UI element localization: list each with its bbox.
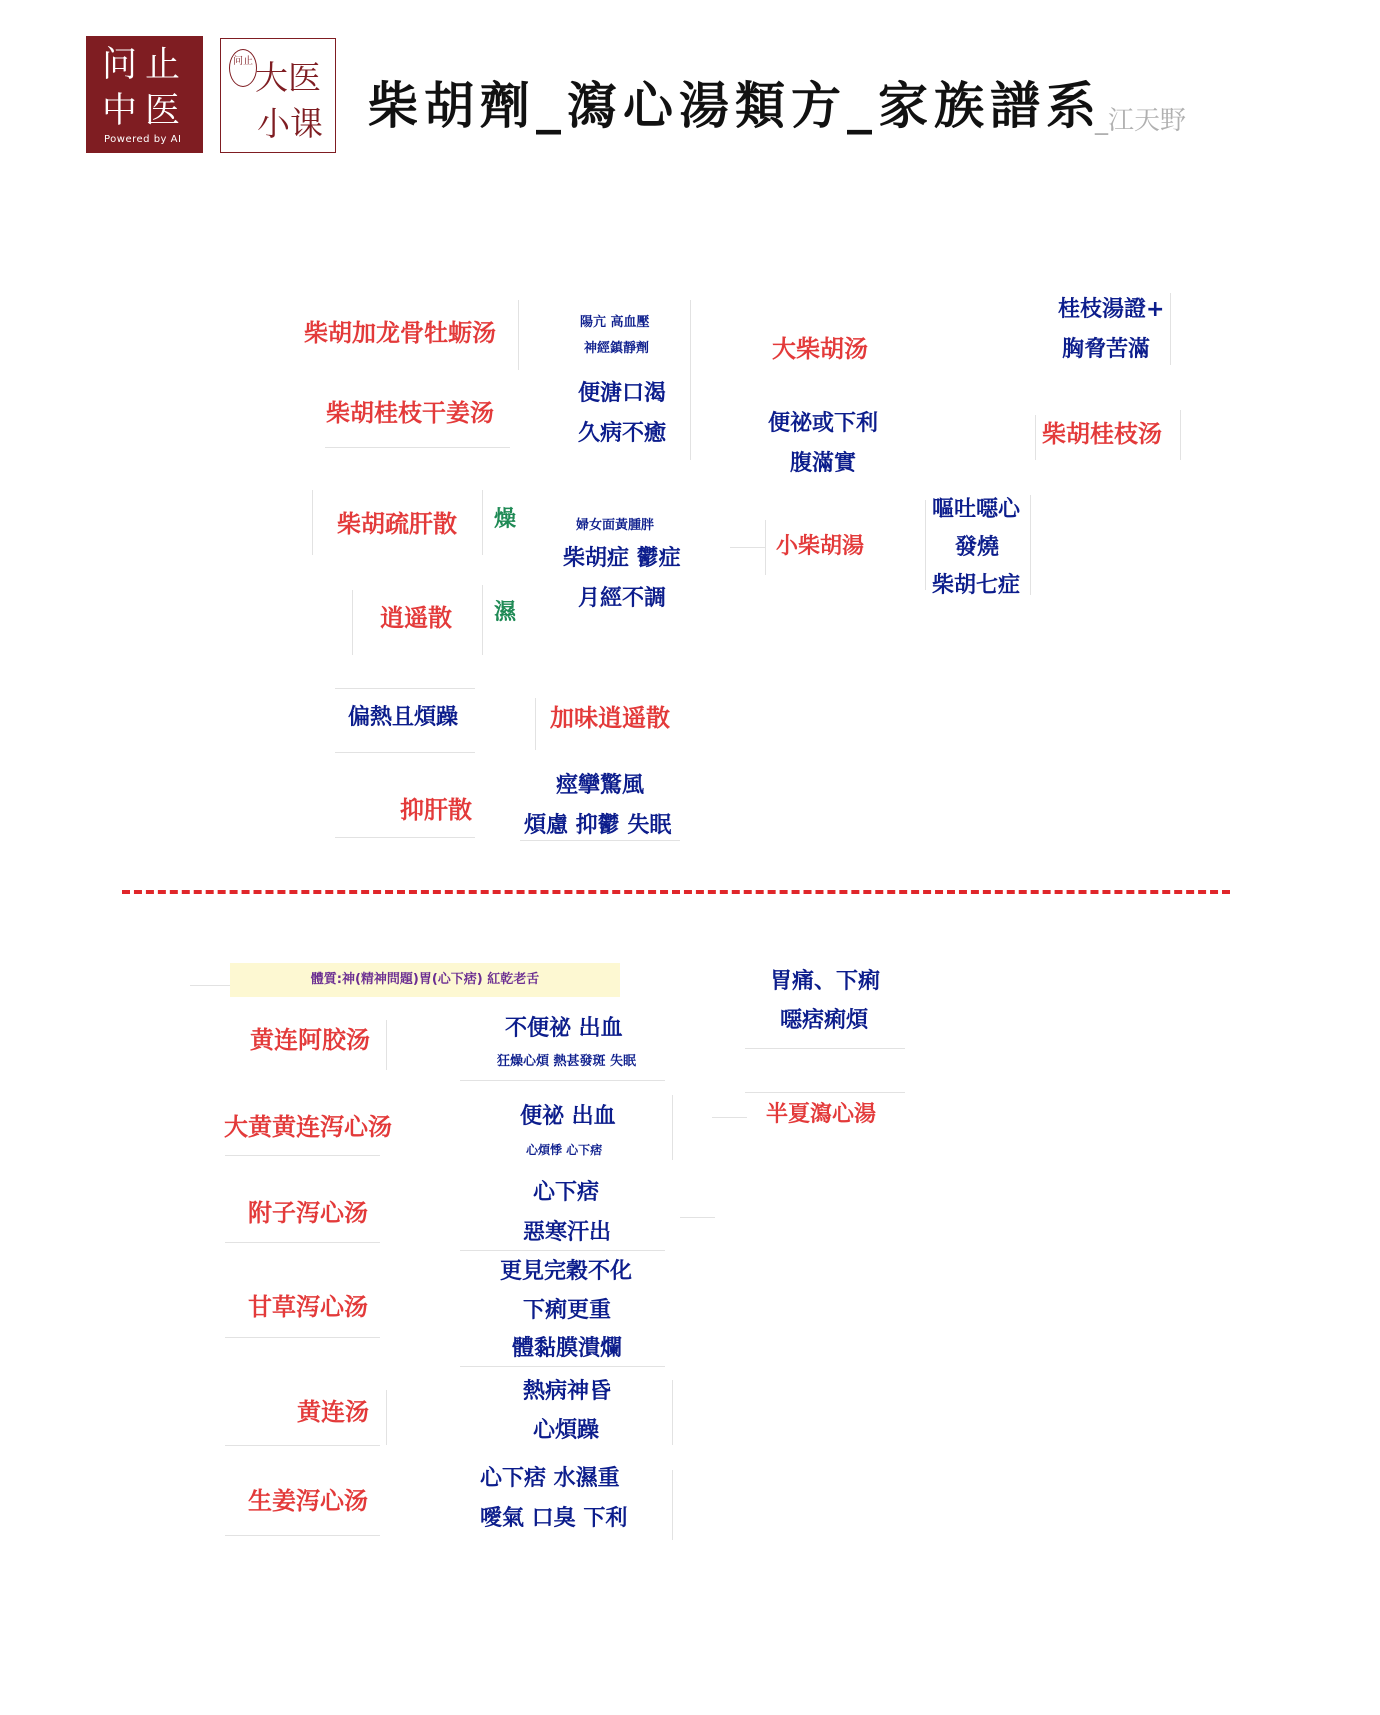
note-sedative: 神經鎮靜劑 (584, 341, 650, 356)
note-xiongxie: 胸脅苦滿 (1062, 337, 1151, 362)
note-wangu: 更見完穀不化 (500, 1259, 633, 1284)
connector (190, 985, 230, 986)
wenzhi-logo (86, 36, 203, 153)
note-xinfanzao: 心煩躁 (533, 1418, 600, 1443)
connector (335, 837, 475, 838)
formula-xiao-chaihu: 小柴胡湯 (776, 534, 865, 559)
note-fuman: 腹滿實 (790, 451, 857, 476)
connector (225, 1337, 380, 1338)
note-xinxiapi-shui: 心下痞 水濕重 (480, 1466, 620, 1491)
note-aipi: 噁痞痢煩 (780, 1008, 869, 1033)
formula-chaihu-guizhi-ganjiang: 柴胡桂枝干姜汤 (326, 399, 494, 427)
logo2-line-2: 小课 (257, 104, 323, 143)
logo-line-1: 问止 (102, 45, 189, 85)
connector (925, 500, 926, 590)
note-yangkang-bp: 陽亢 高血壓 (580, 315, 650, 330)
note-bianbi: 便祕或下利 (768, 411, 879, 436)
connector (386, 1020, 387, 1070)
note-jiubing: 久病不癒 (578, 421, 667, 446)
dayi-xiaoke-logo (220, 38, 336, 153)
logo2-line-1: 大医 (255, 58, 321, 97)
connector (745, 1092, 905, 1093)
formula-xiaoyao: 逍遥散 (380, 604, 452, 632)
connector (518, 300, 519, 370)
page-title: 柴胡劑_瀉心湯類方_家族譜系 (368, 76, 1102, 135)
connector (482, 490, 483, 555)
formula-huanglian: 黄连汤 (297, 1398, 369, 1426)
note-bu-bianbi: 不便祕 出血 (505, 1016, 623, 1041)
connector (225, 1242, 380, 1243)
modifier-shi: 濕 (494, 600, 517, 625)
connector (335, 752, 475, 753)
formula-banxia: 半夏瀉心湯 (766, 1102, 877, 1127)
note-fanlv: 煩慮 抑鬱 失眠 (524, 813, 672, 838)
note-outu: 嘔吐噁心 (932, 497, 1021, 522)
formula-dahuang-huanglian: 大黄黄连泻心汤 (224, 1113, 392, 1141)
connector (225, 1445, 380, 1446)
note-pianre: 偏熱且煩躁 (348, 705, 459, 730)
connector (460, 1080, 665, 1081)
formula-chaihu-longgu-muli: 柴胡加龙骨牡蛎汤 (304, 319, 496, 347)
connector (1180, 410, 1181, 460)
note-xiali-gengzhong: 下痢更重 (523, 1298, 612, 1323)
connector (535, 698, 536, 750)
connector (1035, 415, 1036, 460)
note-women-face: 婦女面黃腫胖 (576, 518, 655, 533)
connector (690, 300, 691, 460)
connector (335, 688, 475, 689)
note-jingluan: 痙攣驚風 (556, 773, 645, 798)
note-aiqi: 噯氣 口臭 下利 (480, 1506, 628, 1531)
modifier-zao: 燥 (494, 507, 517, 532)
note-chaihu-yu: 柴胡症 鬱症 (563, 546, 681, 571)
note-bianbi-chuxue: 便祕 出血 (520, 1104, 616, 1129)
note-wuhan: 惡寒汗出 (523, 1220, 612, 1245)
connector (680, 1217, 715, 1218)
formula-chaihu-guizhi: 柴胡桂枝汤 (1042, 420, 1162, 448)
note-biantang-kouke: 便溏口渴 (578, 381, 667, 406)
formula-gancao: 甘草泻心汤 (248, 1293, 368, 1321)
connector (460, 1250, 665, 1251)
note-weitong: 胃痛、下痢 (770, 969, 881, 994)
section-divider (122, 890, 1230, 894)
formula-chaihu-shugan: 柴胡疏肝散 (337, 510, 457, 538)
note-nianmo: 體黏膜潰爛 (512, 1336, 623, 1361)
connector (386, 1390, 387, 1445)
connector (225, 1155, 380, 1156)
connector (672, 1470, 673, 1540)
connector (1170, 293, 1171, 365)
note-kuangzao: 狂燥心煩 熱甚發斑 失眠 (497, 1054, 637, 1069)
author: _江天野 (1095, 106, 1187, 136)
note-rebing: 熱病神昏 (523, 1379, 612, 1404)
note-guizhi-zheng: 桂枝湯證+ (1058, 297, 1165, 322)
connector (312, 490, 313, 555)
note-qizheng: 柴胡七症 (932, 573, 1021, 598)
note-xinxiapi: 心下痞 (533, 1180, 600, 1205)
connector (745, 1048, 905, 1049)
formula-da-chaihu: 大柴胡汤 (772, 335, 868, 363)
connector (672, 1095, 673, 1160)
logo-line-2: 中医 (102, 91, 189, 131)
note-yuejing: 月經不調 (578, 586, 667, 611)
note-xinfan: 心煩悸 心下痞 (526, 1143, 603, 1157)
formula-jiawei-xiaoyao: 加味逍遥散 (550, 704, 670, 732)
connector (672, 1380, 673, 1445)
connector (765, 520, 766, 575)
connector (1030, 495, 1031, 595)
constitution-note: 體質:神(精神問題)胃(心下痞) 紅乾老舌 (230, 963, 620, 997)
connector (225, 1535, 380, 1536)
formula-shengjiang: 生姜泻心汤 (248, 1487, 368, 1515)
connector (482, 585, 483, 655)
note-fashao: 發燒 (955, 535, 1000, 560)
connector (730, 547, 765, 548)
formula-yigan: 抑肝散 (400, 796, 472, 824)
connector (520, 840, 680, 841)
logo-tagline: Powered by AI (104, 134, 182, 145)
connector (352, 590, 353, 655)
formula-fuzi: 附子泻心汤 (248, 1199, 368, 1227)
logo-badge: 问止 (229, 49, 257, 87)
connector (460, 1366, 665, 1367)
connector (712, 1117, 747, 1118)
formula-huanglian-ejiao: 黄连阿胶汤 (250, 1026, 370, 1054)
connector (325, 447, 510, 448)
